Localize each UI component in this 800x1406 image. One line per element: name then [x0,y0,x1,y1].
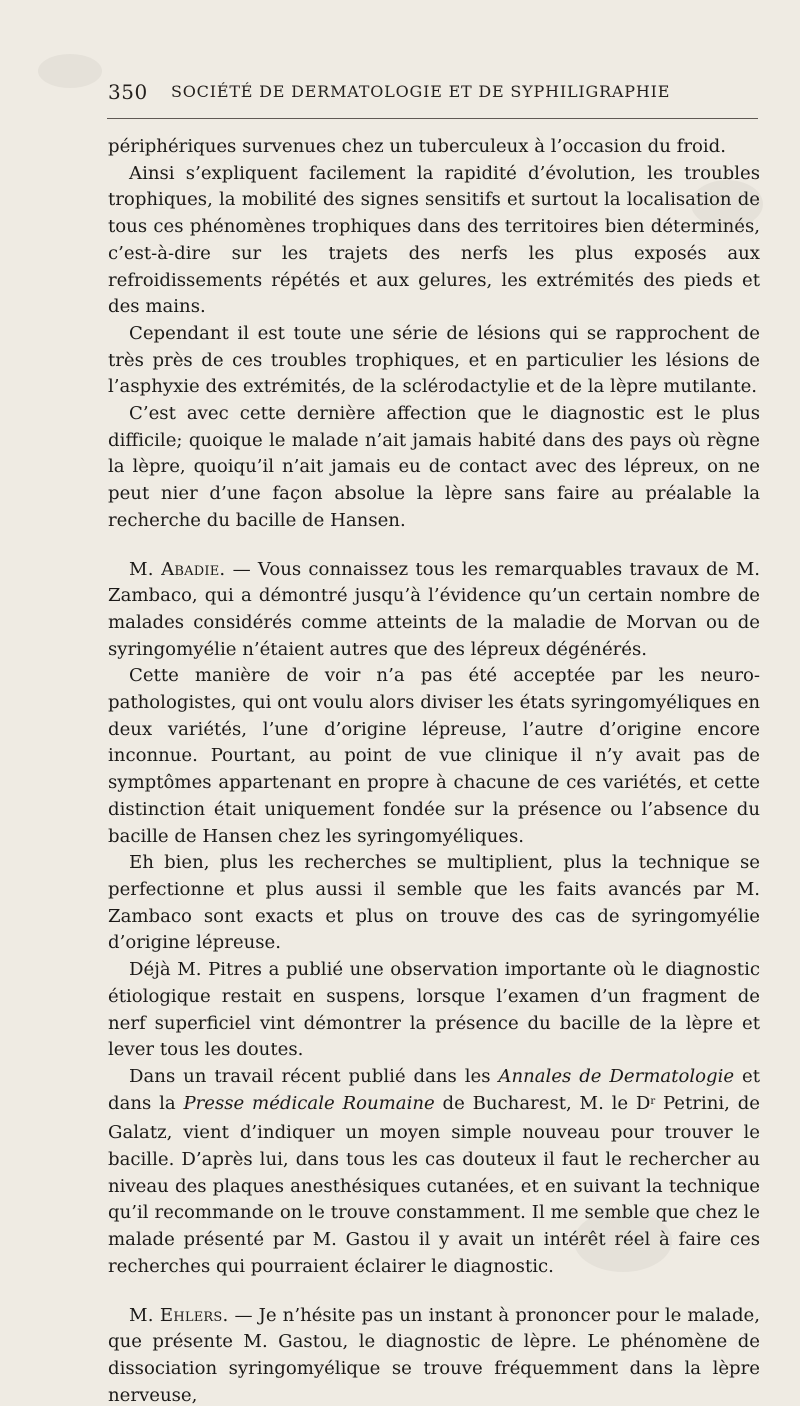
paragraph-text: Ainsi s’expliquent facilement la rapidité d’évolution, les troubles trophiques, la mobilité des signes sensitifs et surtout la localisation de tous ces phénomènes trophiques dans des territoires bien déterminés, c’est-à-dire sur les trajets des nerfs les plus exposés aux refroidissements répétés et aux gelures, les extrémités des pieds et des mains. [108,162,760,318]
body-paragraph [108,321,760,401]
body-paragraph [108,401,760,535]
paragraph-text: de Bucharest, M. le D [434,1092,651,1114]
paper-grain [38,54,102,88]
body-paragraph [108,1303,760,1406]
paragraph-text: Déjà M. Pitres a publié une observation importante où le diagnostic étiologique restait en suspens, lorsque l’examen d’un fragment de nerf superficiel vint démontrer la présence du bacille de la lèpre et lever tous les doutes. [108,959,760,1061]
page-number: 350 [108,80,148,104]
paragraph-text: Dans un travail récent publié dans les [129,1065,499,1087]
paragraph-text: Petrini, de Galatz, vient d’indiquer un moyen simple nouveau pour trouver le bacille. D’après lui, dans tous les cas douteux il faut le rechercher au niveau des plaques anesthésiques cutanées, et en suivant la technique qu’il recommande on le trouve constamment. Il me semble que chez le malade présenté par M. Gastou il y avait un intérêt réel à faire ces recherches qui pourraient éclairer le diagnostic. [108,1092,760,1277]
body-paragraph [108,663,760,850]
body-paragraph [108,850,760,957]
body-paragraph [108,557,760,664]
paragraph-text: Eh bien, plus les recherches se multiplient, plus la technique se perfectionne et plus aussi il semble que les faits avancés par M. Zambaco sont exacts et plus on trouve des cas de syringomyélie d’origine lépreuse. [108,852,760,954]
body-paragraph [108,134,760,161]
text-section [108,557,760,1281]
text-section [108,134,760,535]
italic-title: Annales de Dermatologie [498,1065,735,1087]
paragraph-text: Cette manière de voir n’a pas été acceptée par les neuro-pathologistes, qui ont voulu alors diviser les états syringomyéliques en deux variétés, l’une d’origine lépreuse, l’autre d’origine encore inconnue. Pourtant, au point de vue clinique il n’y avait pas de symptômes appartenant en propre à chacune de ces variétés, et cette distinction était uniquement fondée sur la présence ou l’absence du bacille de Hansen chez les syringomyéliques. [108,665,760,847]
running-title: SOCIÉTÉ DE DERMATOLOGIE ET DE SYPHILIGRAPHIE [171,82,671,101]
header-rule [107,118,758,119]
text-section [108,1303,760,1406]
superscript-text: r [650,1095,656,1107]
speaker-name: M. Ehlers. [129,1304,229,1326]
body-paragraph [108,957,760,1064]
italic-title: Presse médicale Roumaine [183,1092,435,1114]
paragraph-text: C’est avec cette dernière affection que le diagnostic est le plus difficile; quoique le malade n’ait jamais habité dans des pays où règne la lèpre, quoiqu’il n’ait jamais eu de contact avec des lépreux, on ne peut nier d’une façon absolue la lèpre sans faire au préalable la recherche du bacille de Hansen. [108,403,760,531]
paragraph-text: Cependant il est toute une série de lésions qui se rapprochent de très près de ces troubles trophiques, et en particulier les lésions de l’asphyxie des extrémités, de la sclérodactylie et de la lèpre mutilante. [108,322,760,398]
paragraph-text: — Je n’hésite pas un instant à prononcer pour le malade, que présente M. Gastou, le diagnostic de lèpre. Le phénomène de dissociation syringomyélique se trouve fréquemment dans la lèpre nerveuse, [108,1304,760,1406]
body-paragraph [108,1064,760,1281]
body-paragraph [108,161,760,321]
paragraph-text: et dans la [108,1065,760,1114]
article-body [108,134,760,1406]
paragraph-text: — Vous connaissez tous les remarquables travaux de M. Zambaco, qui a démontré jusqu’à l’évidence qu’un certain nombre de malades considérés comme atteints de la maladie de Morvan ou de syringomyélie n’étaient autres que des lépreux dégénérés. [108,558,760,660]
page-header [108,80,760,106]
paragraph-text: périphériques survenues chez un tuberculeux à l’occasion du froid. [108,136,726,157]
speaker-name: M. Abadie. [129,558,226,580]
